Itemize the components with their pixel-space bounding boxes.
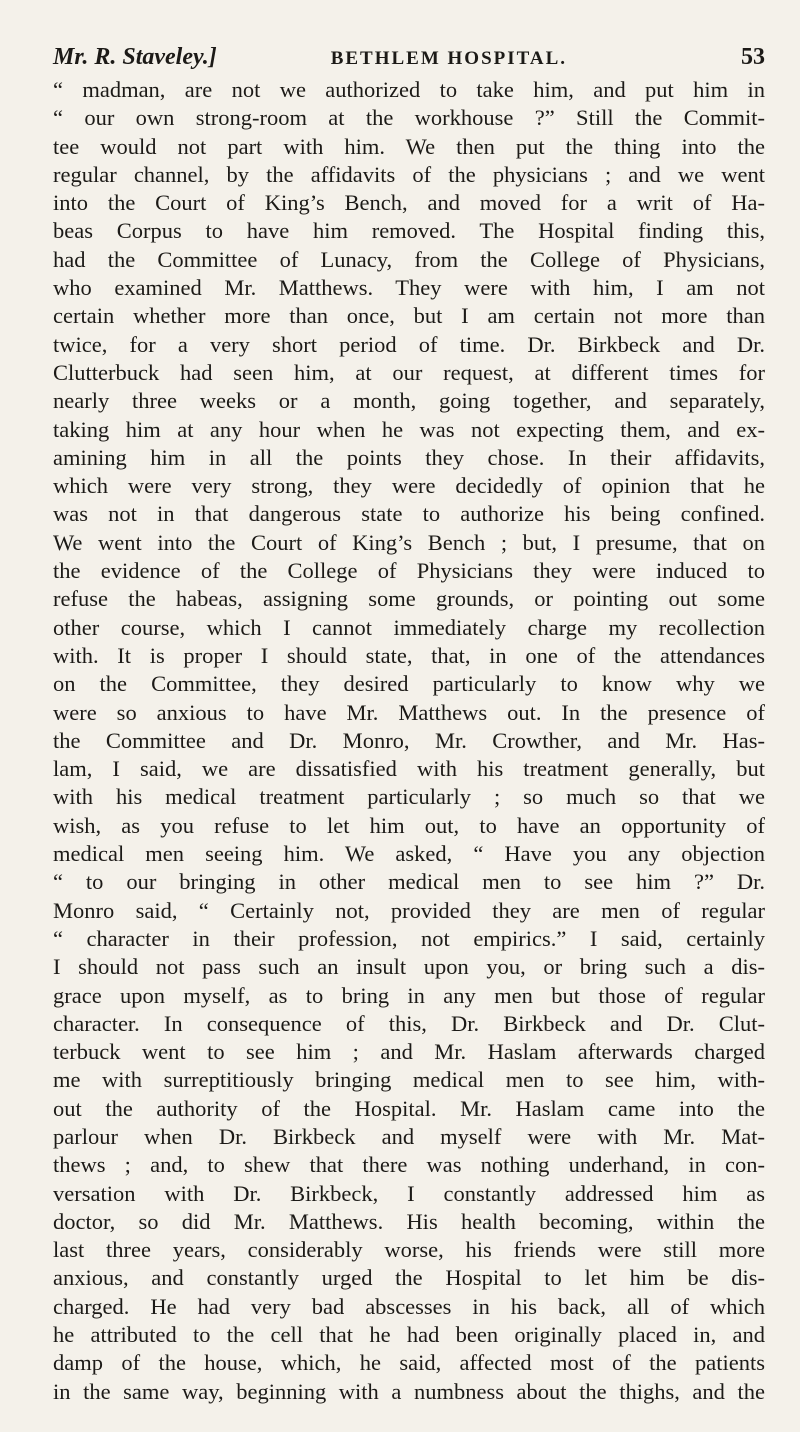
- text-line: damp of the house, which, he said, affected most of the patients: [53, 1350, 765, 1376]
- text-line: amining him in all the points they chose. In their affidavits,: [53, 444, 765, 470]
- running-head: [53, 38, 765, 76]
- text-line: thews ; and, to shew that there was nothing underhand, in con-: [53, 1152, 765, 1178]
- text-line: We went into the Court of King’s Bench ; but, I presume, that on: [53, 529, 765, 555]
- text-line: refuse the habeas, assigning some grounds, or pointing out some: [53, 586, 765, 612]
- text-line: lam, I said, we are dissatisfied with his treatment generally, but: [53, 756, 765, 782]
- text-line: on the Committee, they desired particularly to know why we: [53, 671, 765, 697]
- text-line: taking him at any hour when he was not expecting them, and ex-: [53, 416, 765, 442]
- text-line: I should not pass such an insult upon you, or bring such a dis-: [53, 954, 765, 980]
- text-line: was not in that dangerous state to authorize his being confined.: [53, 501, 765, 527]
- text-line: Monro said, “ Certainly not, provided they are men of regular: [53, 897, 765, 923]
- text-line: beas Corpus to have him removed. The Hospital finding this,: [53, 218, 765, 244]
- text-line: me with surreptitiously bringing medical men to see him, with-: [53, 1067, 765, 1093]
- text-line: twice, for a very short period of time. Dr. Birkbeck and Dr.: [53, 331, 765, 357]
- text-line: into the Court of King’s Bench, and moved for a writ of Ha-: [53, 190, 765, 216]
- text-line: wish, as you refuse to let him out, to have an opportunity of: [53, 812, 765, 838]
- text-line: had the Committee of Lunacy, from the College of Physicians,: [53, 246, 765, 272]
- text-line: were so anxious to have Mr. Matthews out. In the presence of: [53, 699, 765, 725]
- text-line: “ madman, are not we authorized to take him, and put him in: [53, 77, 765, 102]
- text-line: last three years, considerably worse, his friends were still more: [53, 1237, 765, 1263]
- text-line: parlour when Dr. Birkbeck and myself were with Mr. Mat-: [53, 1123, 765, 1149]
- text-line: “ character in their profession, not empirics.” I said, certainly: [53, 925, 765, 951]
- text-line: nearly three weeks or a month, going together, and separately,: [53, 388, 765, 414]
- text-line: medical men seeing him. We asked, “ Have you any objection: [53, 841, 765, 867]
- running-head-author: Mr. R. Staveley.]: [53, 44, 217, 70]
- text-line: “ our own strong-room at the workhouse ?” Still the Commit-: [53, 105, 765, 131]
- text-line: charged. He had very bad abscesses in his back, all of which: [53, 1293, 765, 1319]
- text-line: the evidence of the College of Physicians they were induced to: [53, 558, 765, 584]
- text-line: in the same way, beginning with a numbness about the thighs, and the: [53, 1378, 765, 1404]
- text-line: versation with Dr. Birkbeck, I constantly addressed him as: [53, 1180, 765, 1206]
- page-number: 53: [741, 44, 765, 70]
- text-line: regular channel, by the affidavits of the physicians ; and we went: [53, 161, 765, 187]
- text-line: doctor, so did Mr. Matthews. His health becoming, within the: [53, 1208, 765, 1234]
- text-line: the Committee and Dr. Monro, Mr. Crowther, and Mr. Has-: [53, 727, 765, 753]
- text-line: who examined Mr. Matthews. They were with him, I am not: [53, 275, 765, 301]
- text-line: terbuck went to see him ; and Mr. Haslam afterwards charged: [53, 1039, 765, 1065]
- text-line: which were very strong, they were decidedly of opinion that he: [53, 473, 765, 499]
- text-line: other course, which I cannot immediately charge my recollection: [53, 614, 765, 640]
- text-line: certain whether more than once, but I am certain not more than: [53, 303, 765, 329]
- book-page: [53, 38, 765, 1406]
- text-line: he attributed to the cell that he had been originally placed in, and: [53, 1322, 765, 1348]
- text-line: grace upon myself, as to bring in any men but those of regular: [53, 982, 765, 1008]
- text-line: tee would not part with him. We then put the thing into the: [53, 133, 765, 159]
- text-line: out the authority of the Hospital. Mr. Haslam came into the: [53, 1095, 765, 1121]
- text-line: with. It is proper I should state, that, in one of the attendances: [53, 642, 765, 668]
- text-line: anxious, and constantly urged the Hospital to let him be dis-: [53, 1265, 765, 1291]
- text-line: character. In consequence of this, Dr. Birkbeck and Dr. Clut-: [53, 1010, 765, 1036]
- text-line: Clutterbuck had seen him, at our request, at different times for: [53, 359, 765, 385]
- text-line: with his medical treatment particularly ; so much so that we: [53, 784, 765, 810]
- running-head-title: BETHLEM HOSPITAL.: [330, 48, 568, 69]
- body-text: [53, 76, 765, 1406]
- text-line: “ to our bringing in other medical men to see him ?” Dr.: [53, 869, 765, 895]
